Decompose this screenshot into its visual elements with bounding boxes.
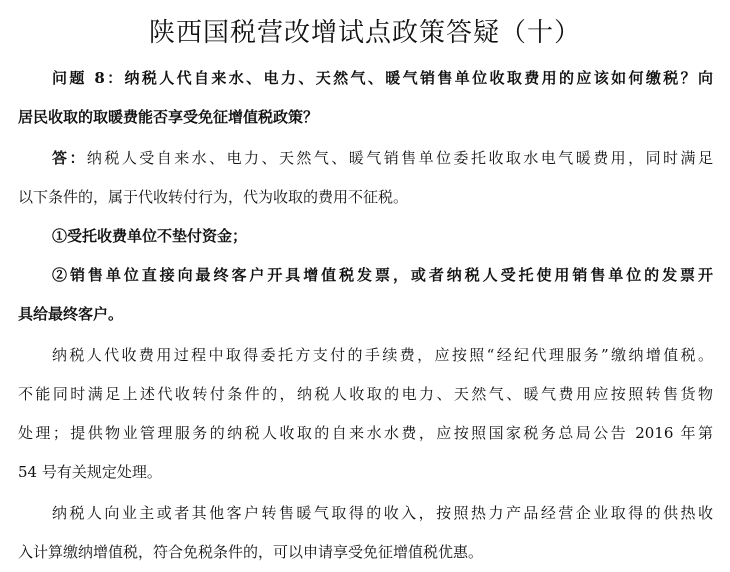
paragraph-2-line-1: 纳税人向业主或者其他客户转售暖气取得的收入，按照热力产品经营企业取得的供热收: [52, 504, 713, 522]
paragraph-2-line-2: 入计算缴纳增值税，符合免税条件的，可以申请享受免征增值税优惠。: [18, 543, 484, 561]
answer-line-2: 以下条件的，属于代收转付行为，代为收取的费用不征税。: [18, 188, 409, 206]
answer-text: 纳税人受自来水、电力、天然气、暖气销售单位委托收取水电气暖费用，同时满足: [86, 149, 713, 167]
question-line-1: 问题 8：纳税人代自来水、电力、天然气、暖气销售单位收取费用的应该如何缴税？向: [52, 69, 713, 87]
question-line-2: 居民收取的取暖费能否享受免征增值税政策？: [18, 108, 319, 126]
paragraph-1-line-3: 处理；提供物业管理服务的纳税人收取的自来水水费，应按照国家税务总局公告 2016 年第: [18, 424, 713, 442]
paragraph-1-line-4: 54 号有关规定处理。: [18, 463, 162, 481]
answer-label: 答：: [52, 149, 87, 167]
page-title: 陕西国税营改增试点政策答疑（十）: [148, 18, 581, 48]
condition-item-1: ①受托收费单位不垫付资金；: [52, 227, 248, 245]
condition-item-2-line-2: 具给最终客户。: [18, 305, 124, 323]
paragraph-1-line-1: 纳税人代收费用过程中取得委托方支付的手续费，应按照“经纪代理服务”缴纳增值税。: [52, 346, 713, 364]
condition-item-2-line-1: ②销售单位直接向最终客户开具增值税发票，或者纳税人受托使用销售单位的发票开: [52, 266, 713, 284]
answer-line-1: [52, 148, 713, 168]
paragraph-1-line-2: 不能同时满足上述代收转付条件的，纳税人收取的电力、天然气、暖气费用应按照转售货物: [18, 385, 713, 403]
